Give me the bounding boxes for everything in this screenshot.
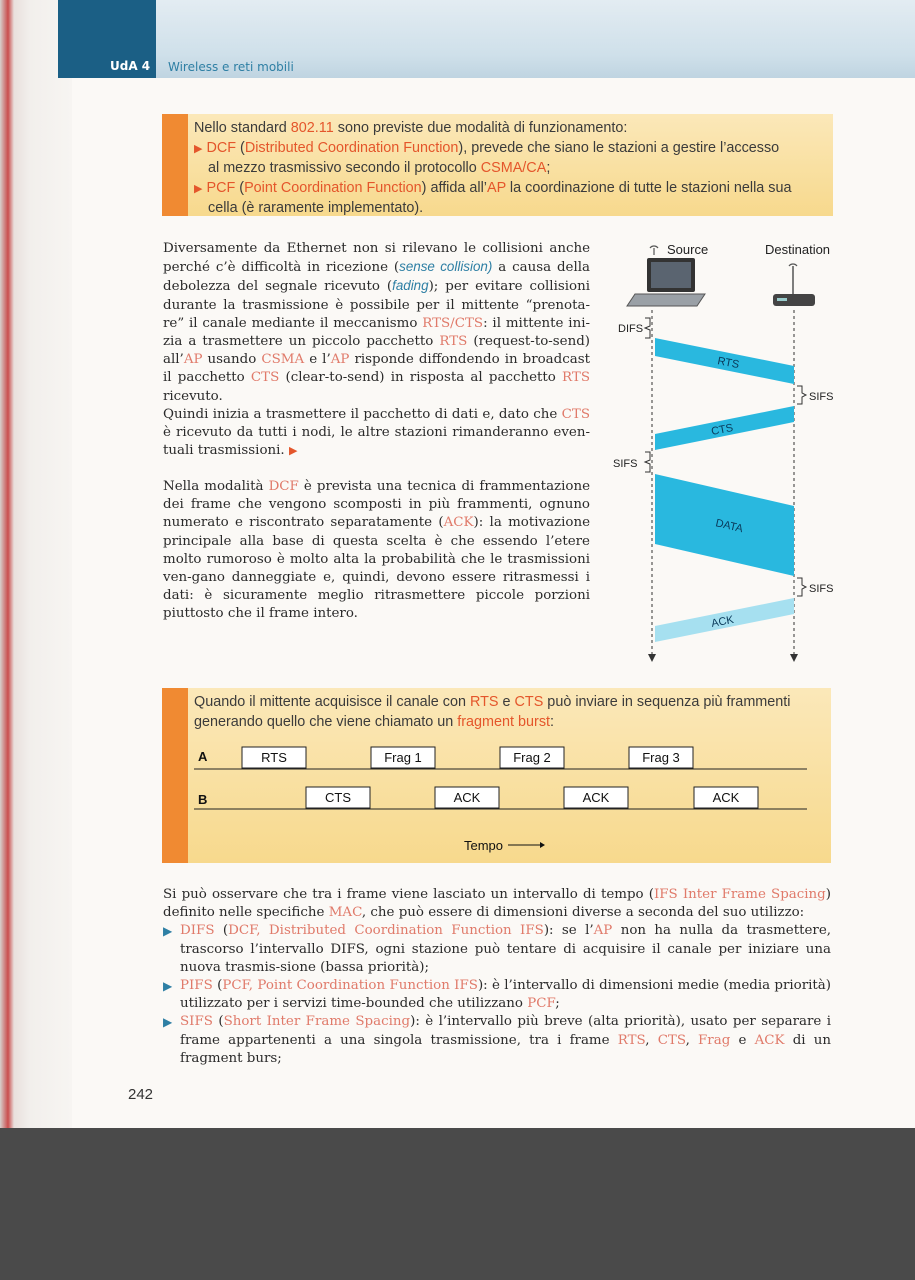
term-cts: CTS bbox=[561, 406, 590, 422]
text: ): se l’ bbox=[543, 923, 594, 939]
arrow-right-icon: ▶ bbox=[288, 444, 298, 458]
sender-frame-label: Frag 1 bbox=[384, 750, 422, 765]
term-rts: RTS bbox=[439, 334, 468, 350]
sifs-label: SIFS bbox=[809, 583, 834, 595]
paragraph-rts-cts bbox=[163, 240, 590, 460]
note-text: sono previste due modalità di funzionamento: bbox=[333, 120, 628, 136]
term-short-ifs: Short Inter Frame Spacing bbox=[223, 1014, 411, 1030]
term-cts: CTS bbox=[250, 370, 280, 386]
text: ); per evitare collisioni durante la trasmissione è possibile per il mittente “prenota-re” il canale mediante il meccanismo bbox=[163, 279, 590, 331]
text: Si può osservare che tra i frame viene lasciato un intervallo di tempo ( bbox=[163, 887, 654, 902]
text: usando bbox=[202, 352, 262, 368]
text: è prevista una tecnica di frammentazione dei frame che vengono scomposti in più frammenti, ognuno numerato e riscontrato separatamente ( bbox=[163, 479, 590, 531]
bullet-icon: ▶ bbox=[194, 182, 203, 195]
data-frame-label: DATA bbox=[714, 517, 745, 536]
dcf-term: DCF bbox=[206, 139, 237, 156]
fragment-burst-term: fragment burst bbox=[457, 713, 551, 730]
term-ap: AP bbox=[330, 352, 350, 368]
destination-label: Destination bbox=[765, 242, 831, 257]
text: ricevuto. bbox=[163, 388, 223, 404]
term-dcf: DCF bbox=[268, 479, 299, 494]
text: : il mittente ini-zia a trasmettere un piccolo pacchetto bbox=[163, 315, 590, 350]
bullet-icon: ▶ bbox=[163, 924, 173, 939]
paragraph-fragmentation bbox=[163, 478, 590, 624]
receiver-frame-label: ACK bbox=[712, 790, 740, 805]
text: , bbox=[685, 1032, 699, 1048]
ack-frame-label: ACK bbox=[710, 613, 735, 630]
sifs-label: SIFS bbox=[809, 391, 834, 403]
text: Quindi inizia a trasmettere il pacchetto di dati e, dato che bbox=[163, 406, 562, 422]
book-spine bbox=[0, 0, 72, 1128]
paragraph-ifs bbox=[163, 886, 831, 1068]
receiver-frame-label: ACK bbox=[582, 790, 610, 805]
note-text: ) affida all’ bbox=[421, 179, 487, 196]
term-csma: CSMA bbox=[261, 352, 305, 368]
term-pcf: PCF bbox=[527, 996, 556, 1012]
note-box-modes bbox=[162, 114, 833, 216]
note-box-fragment-burst bbox=[162, 688, 831, 863]
text: a causa della debolezza del segnale ricevuto ( bbox=[163, 260, 590, 295]
text: ): è l’intervallo più breve (alta priorità), usato per separare i frame appartenenti a una singola trasmissione, tra i frame bbox=[180, 1014, 831, 1048]
rts-term: RTS bbox=[469, 694, 499, 710]
term-fading: fading bbox=[392, 278, 429, 294]
rts-cts-timing-diagram bbox=[605, 238, 835, 668]
text: , che può essere di dimensioni diverse a seconda del suo utilizzo: bbox=[361, 905, 805, 921]
text: (clear-to-send) in risposta al pacchetto bbox=[279, 370, 563, 386]
list-item-sifs: ▶ SIFS (Short Inter Frame Spacing): è l’intervallo più breve (alta priorità), usato per separare i frame appartenenti a una singola trasmissione, tra i frame RTS, CTS, Frag e ACK di un fragment burs; bbox=[163, 1014, 831, 1066]
source-label: Source bbox=[667, 242, 709, 257]
term-cts: CTS bbox=[657, 1032, 686, 1048]
list-item-difs: ▶ DIFS (DCF, Distributed Coordination Function IFS): se l’AP non ha nulla da trasmettere, trascorso l’intervallo DIFS, ogni stazione può tentare di acquisire il canale per iniziare una nuova trasmis-sione (bassa priorità); bbox=[163, 923, 831, 975]
note-text: al mezzo trasmissivo secondo il protocollo bbox=[208, 160, 481, 176]
note-text: Nello standard bbox=[194, 120, 291, 136]
pcf-term: PCF bbox=[206, 179, 236, 196]
difs-bracket bbox=[645, 318, 650, 338]
ap-term: AP bbox=[486, 179, 506, 196]
text: è ricevuto da tutti i nodi, le altre stazioni rimanderanno even-tuali trasmissioni. bbox=[163, 425, 590, 459]
term-rts: RTS bbox=[617, 1032, 646, 1048]
term-frag: Frag bbox=[698, 1032, 731, 1048]
text: Nella modalità bbox=[163, 479, 269, 494]
term-ap: AP bbox=[183, 352, 203, 368]
term-pifs: PIFS bbox=[180, 978, 213, 994]
arrow-down-icon bbox=[648, 654, 656, 662]
term-dcf: DCF bbox=[228, 923, 257, 939]
term-sense-collision: sense collision) bbox=[399, 259, 493, 275]
text: ): è l’intervallo di dimensioni medie (media priorità) utilizzato per i servizi time-bounded che utilizzano bbox=[180, 978, 832, 1012]
row-a-label: A bbox=[198, 749, 208, 764]
arrow-down-icon bbox=[790, 654, 798, 662]
cts-frame-label: CTS bbox=[710, 421, 735, 438]
note-text: cella (è raramente implementato). bbox=[208, 200, 424, 216]
sender-frame-label: Frag 2 bbox=[513, 750, 551, 765]
text: Diversamente da Ethernet non si rilevano le collisioni anche perché c’è difficoltà in ricezione ( bbox=[163, 241, 590, 276]
term-sifs: SIFS bbox=[180, 1014, 213, 1030]
standard-name: 802.11 bbox=[290, 120, 334, 136]
term-rts: RTS bbox=[562, 370, 590, 386]
sender-frame-label: RTS bbox=[261, 750, 287, 765]
unit-title: Wireless e reti mobili bbox=[168, 60, 294, 74]
bullet-icon: ▶ bbox=[163, 1015, 173, 1030]
note-text: e bbox=[498, 694, 515, 710]
laptop-icon bbox=[627, 258, 705, 306]
note-text: Quando il mittente acquisisce il canale con bbox=[194, 694, 470, 710]
text: e bbox=[730, 1032, 755, 1048]
term-pcf-ifs: , Point Coordination Function IFS bbox=[248, 978, 478, 994]
note-accent-bar bbox=[162, 114, 188, 216]
text: ; bbox=[555, 996, 560, 1012]
text: ) definito nelle specifiche bbox=[163, 887, 831, 921]
sifs-bracket bbox=[797, 578, 806, 596]
term-pcf: PCF bbox=[222, 978, 249, 994]
cts-term: CTS bbox=[514, 694, 544, 710]
page-number: 242 bbox=[128, 1086, 154, 1103]
text: non ha nulla da trasmettere, trascorso l’intervallo DIFS, ogni stazione può tentare di acquisire il canale per iniziare una nuova trasmis-sione (bassa priorità); bbox=[180, 923, 831, 975]
term-rts-cts: RTS/CTS bbox=[422, 315, 484, 331]
text: e l’ bbox=[304, 352, 331, 368]
receiver-frame-label: ACK bbox=[453, 790, 481, 805]
bullet-icon: ▶ bbox=[194, 142, 203, 155]
term-difs: DIFS bbox=[180, 923, 215, 939]
fragment-burst-diagram bbox=[162, 688, 831, 863]
note-text: Nello standard 802.11 sono previste due modalità di funzionamento: ▶ DCF (Distributed Coordination Function), prevede che siano le stazioni a gestire l’accesso al mezzo trasmissivo secondo il protocollo CSMA/CA; ▶ PCF (Point Coordination Function) affida all’AP la coordinazione di tutte le stazioni nella sua cella (è raramente implementato). bbox=[194, 119, 824, 219]
term-ifs: IFS Inter Frame Spacing bbox=[653, 887, 826, 902]
wifi-signal-icon bbox=[650, 246, 658, 255]
unit-label: UdA 4 bbox=[110, 59, 151, 73]
text: ): la motivazione principale alla base di questa scelta è che essendo l’etere molto rumoroso è molto alta la probabilità che le trasmissioni ven-gano danneggiate e, quindi, devono essere ritrasmessi i dati: è sicuramente meglio ritrasmettere piccole porzioni piuttosto che il frame intero. bbox=[163, 515, 591, 622]
receiver-frame-label: CTS bbox=[325, 790, 351, 805]
term-dcf-ifs: , Distributed Coordination Function IFS bbox=[256, 923, 544, 939]
sifs-bracket bbox=[645, 452, 650, 472]
text: (request-to-send) all’ bbox=[163, 334, 591, 368]
time-label: Tempo bbox=[464, 838, 504, 853]
csma-ca-term: CSMA/CA bbox=[480, 160, 547, 176]
note-text: può inviare in sequenza più frammenti bbox=[543, 694, 791, 710]
list-item-pifs: ▶ PIFS (PCF, Point Coordination Function IFS): è l’intervallo di dimensioni medie (media priorità) utilizzato per i servizi time-bounded che utilizzano PCF; bbox=[163, 978, 832, 1012]
pcf-full-term: Point Coordination Function bbox=[244, 179, 422, 196]
arrow-right-icon bbox=[540, 842, 545, 848]
term-ack: ACK bbox=[443, 515, 474, 531]
sifs-label: SIFS bbox=[613, 458, 638, 470]
term-mac: MAC bbox=[328, 905, 362, 921]
term-ap: AP bbox=[593, 923, 613, 939]
bullet-icon: ▶ bbox=[163, 979, 173, 994]
text: risponde diffondendo in broadcast il pacchetto bbox=[163, 352, 590, 386]
term-ack: ACK bbox=[754, 1032, 785, 1048]
note-text: : bbox=[550, 713, 555, 730]
text: , bbox=[645, 1032, 658, 1048]
rts-frame-label: RTS bbox=[716, 355, 741, 372]
text: di un fragment burs; bbox=[180, 1032, 831, 1066]
note-text: generando quello che viene chiamato un bbox=[194, 713, 458, 730]
note-text: ), prevede che siano le stazioni a gestire l’accesso bbox=[458, 139, 780, 156]
difs-label: DIFS bbox=[618, 323, 644, 335]
row-b-label: B bbox=[198, 792, 208, 807]
sender-frame-label: Frag 3 bbox=[642, 750, 680, 765]
sifs-bracket bbox=[797, 386, 806, 404]
dcf-full-term: Distributed Coordination Function bbox=[244, 139, 459, 156]
note-text: la coordinazione di tutte le stazioni nella sua bbox=[505, 179, 792, 196]
access-point-icon bbox=[773, 264, 815, 306]
